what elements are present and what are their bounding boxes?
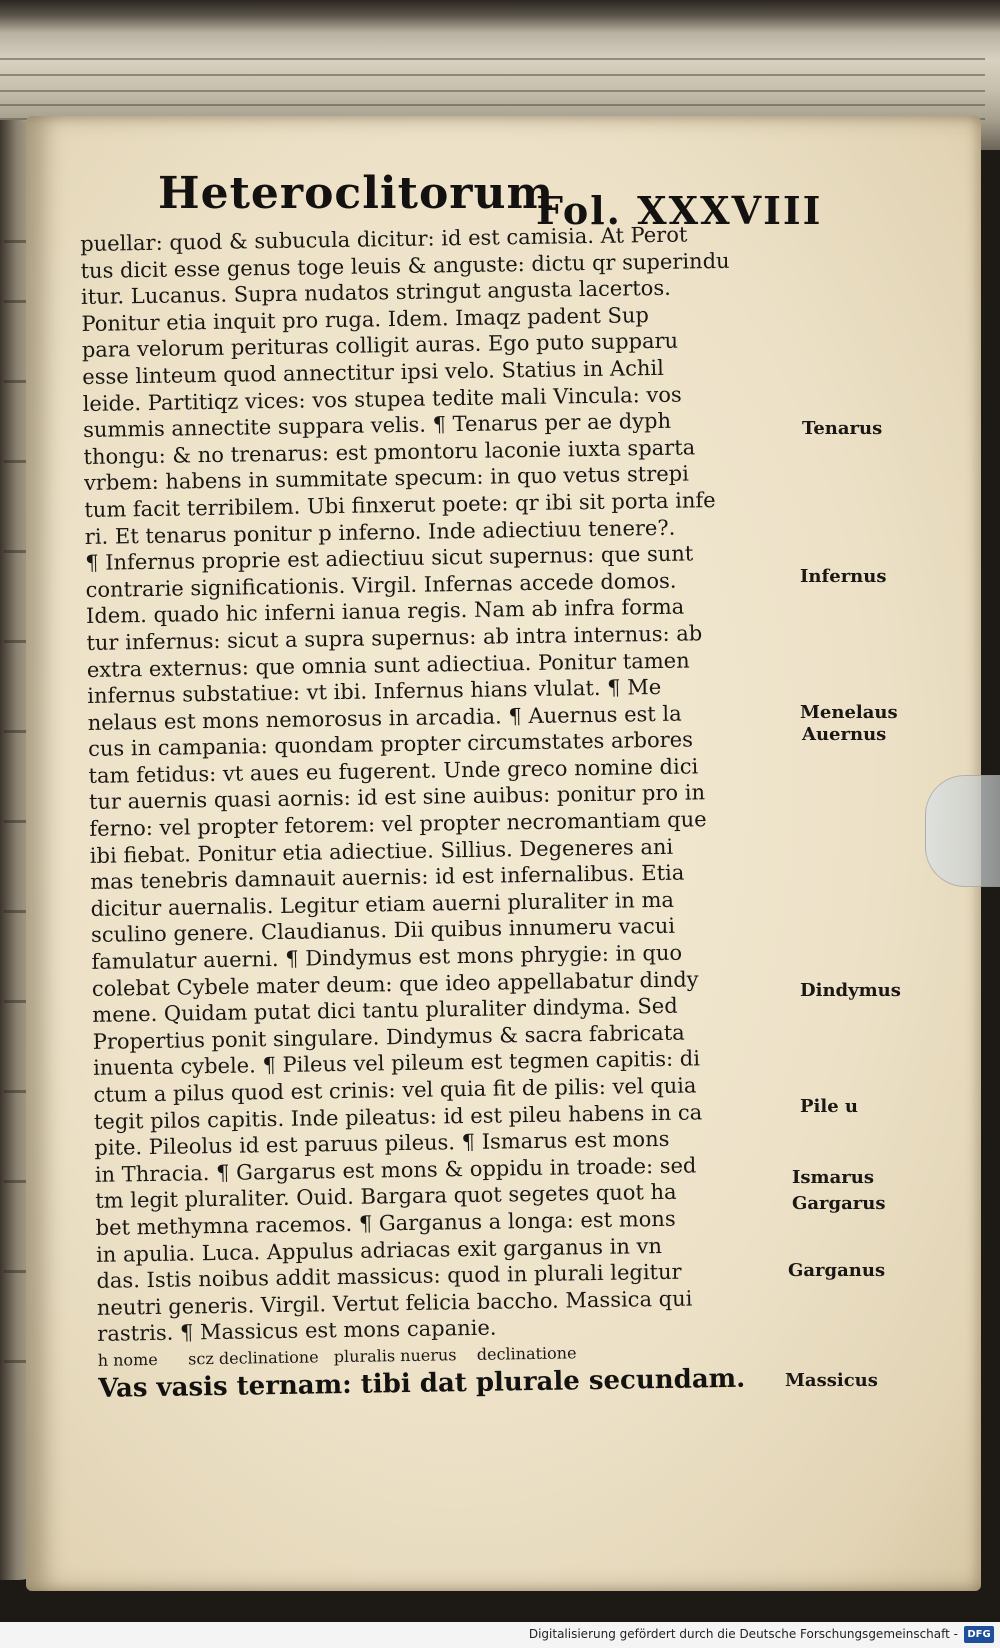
text-line: esse linteum quod annectitur ipsi velo. Statius in Achil — [82, 355, 665, 389]
margin-note-pileus: Pile u — [800, 1096, 859, 1117]
text-line: tur auernis quasi aornis: id est sine auibus: ponitur pro in — [88, 780, 706, 815]
margin-note-tenarus: Tenarus — [802, 418, 883, 439]
text-line: itur. Lucanus. Supra nudatos stringut angusta lacertos. — [80, 275, 671, 310]
text-line: tam fetidus: vt aues eu fugerent. Unde greco nomine dici — [88, 754, 699, 788]
margin-note-menelaus: Menelaus — [800, 702, 898, 723]
margin-note-gargarus: Gargarus — [792, 1193, 886, 1214]
text-line: neutri generis. Virgil. Vertut felicia baccho. Massica qui — [96, 1286, 693, 1320]
text-line: sculino genere. Claudianus. Dii quibus innumeru vacui — [90, 914, 676, 948]
margin-note-auernus: Auernus — [802, 724, 887, 745]
text-line: bet methymna racemos. ¶ Garganus a longa: est mons — [95, 1206, 676, 1240]
text-line: tum facit terribilem. Ubi finxerut poete: qr ibi sit porta infe — [84, 487, 716, 522]
body-text — [80, 219, 833, 1405]
text-line: ¶ Infernus proprie est adiectiuu sicut supernus: que sunt — [85, 541, 694, 576]
page-edge-line — [0, 58, 985, 60]
text-line: infernus substatiue: vt ibi. Infernus hians vlulat. ¶ Me — [87, 675, 662, 709]
text-line: inuenta cybele. ¶ Pileus vel pileum est tegmen capitis: di — [92, 1046, 701, 1081]
bookmark-tab — [925, 775, 1000, 887]
text-line: das. Istis noibus addit massicus: quod in plurali legitur — [96, 1259, 682, 1294]
text-line: ferno: vel propter fetorem: vel propter necromantiam que — [89, 807, 707, 841]
verse-line: Vas vasis ternam: tibi dat plurale secundam. — [97, 1363, 746, 1404]
text-line: thongu: & no trenarus: est pmontoru laconie iuxta sparta — [83, 435, 696, 469]
text-line: ri. Et tenarus ponitur p inferno. Inde adiectiuu tenere?. — [84, 515, 676, 549]
margin-note-infernus: Infernus — [800, 566, 887, 587]
margin-note-garganus: Garganus — [788, 1260, 886, 1281]
interlinear-gloss: h nome scz declinatione pluralis nuerus declinatione — [97, 1343, 577, 1370]
dfg-logo: DFG — [964, 1626, 994, 1643]
text-line: in apulia. Luca. Appulus adriacas exit garganus in vn — [95, 1233, 663, 1267]
page-edge-line — [0, 104, 985, 106]
text-line: extra externus: que omnia sunt adiectiua. Ponitur tamen — [86, 647, 690, 682]
body-lines — [80, 219, 832, 1347]
text-line: vrbem: habens in summitate specum: in quo vetus strepi — [83, 461, 690, 496]
text-line: para velorum perituras colligit auras. Ego puto supparu — [81, 328, 679, 363]
text-line: summis annectite suppara velis. ¶ Tenarus per ae dyph — [82, 408, 672, 443]
text-line: tegit pilos capitis. Inde pileatus: id est pileu habens in ca — [93, 1099, 703, 1134]
text-line: mene. Quidam putat dici tantu pluraliter dindyma. Sed — [92, 993, 678, 1028]
text-line: tm legit pluraliter. Ouid. Bargara quot segetes quot ha — [95, 1180, 677, 1214]
text-line: dicitur auernalis. Legitur etiam auerni pluraliter in ma — [90, 887, 675, 921]
text-line: nelaus est mons nemorosus in arcadia. ¶ Auernus est la — [87, 701, 682, 735]
running-title: Heteroclitorum — [158, 168, 555, 219]
footer-bar — [0, 1622, 1000, 1648]
text-line: ibi fiebat. Ponitur etia adiectiue. Sillius. Degeneres ani — [89, 834, 674, 868]
text-line: mas tenebris damnauit auernis: id est infernalibus. Etia — [90, 860, 685, 895]
text-line: Ponitur etia inquit pro ruga. Idem. Imaqz padent Sup — [81, 302, 650, 336]
text-line: rastris. ¶ Massicus est mons capanie. — [97, 1315, 497, 1347]
text-line: colebat Cybele mater deum: que ideo appellabatur dindy — [91, 967, 699, 1001]
text-line: tur infernus: sicut a supra supernus: ab intra internus: ab — [86, 621, 703, 655]
folio-number: Fol. XXXVIII — [536, 188, 823, 233]
text-line: in Thracia. ¶ Gargarus est mons & oppidu in troade: sed — [94, 1153, 697, 1187]
text-line: famulatur auerni. ¶ Dindymus est mons phrygie: in quo — [91, 940, 683, 974]
margin-note-massicus: Massicus — [785, 1370, 878, 1391]
text-line: Propertius ponit singulare. Dindymus & sacra fabricata — [92, 1020, 685, 1054]
text-line: ctum a pilus quod est crinis: vel quia fit de pilis: vel quia — [93, 1073, 697, 1107]
margin-note-dindymus: Dindymus — [800, 980, 901, 1001]
text-line: pite. Pileolus id est paruus pileus. ¶ Ismarus est mons — [94, 1127, 670, 1161]
text-line: tus dicit esse genus toge leuis & anguste: dictu qr superindu — [80, 248, 730, 283]
text-line: contrarie significationis. Virgil. Infernas accede domos. — [85, 568, 677, 602]
margin-note-ismarus: Ismarus — [792, 1167, 874, 1188]
text-line: cus in campania: quondam propter circumstates arbores — [87, 727, 694, 762]
page-edge-line — [0, 90, 985, 92]
footer-credit: Digitalisierung gefördert durch die Deutsche Forschungsgemeinschaft - — [528, 1627, 958, 1641]
text-line: puellar: quod & subucula dicitur: id est camisia. At Perot — [80, 222, 688, 256]
text-line: Idem. quado hic inferni ianua regis. Nam ab infra forma — [85, 594, 685, 629]
page-edge-line — [0, 74, 985, 76]
text-line: leide. Partitiqz vices: vos stupea tedite mali Vincula: vos — [82, 382, 682, 416]
